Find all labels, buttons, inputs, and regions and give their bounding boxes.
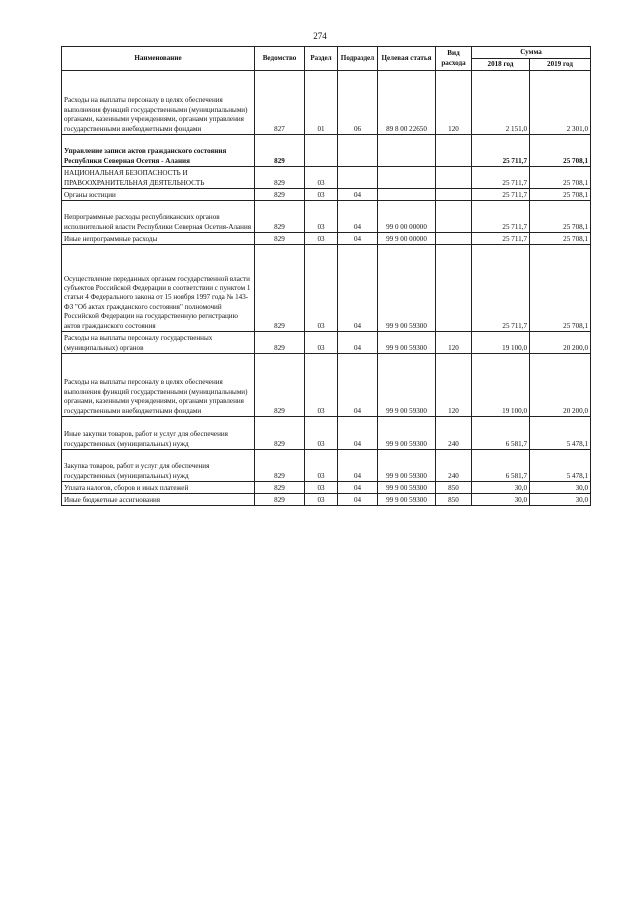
row-name: Органы юстиции [62,189,255,201]
row-ved: 829 [255,494,305,506]
row-2018: 25 711,7 [472,233,530,245]
row-razdel: 03 [305,189,338,201]
row-razdel: 03 [305,494,338,506]
header-year-2018: 2018 год [472,59,530,71]
row-target: 99 0 00 00000 [378,201,436,233]
row-razdel: 03 [305,332,338,354]
header-podrazdel: Подраздел [338,47,378,71]
row-2019: 20 200,0 [530,354,591,417]
page-number: 274 [313,31,327,41]
table-row [62,354,591,417]
row-razdel: 03 [305,354,338,417]
row-vid: 120 [436,71,472,135]
row-vid [436,233,472,245]
row-razdel: 03 [305,417,338,450]
row-2019: 30,0 [530,494,591,506]
row-2019: 25 708,1 [530,233,591,245]
row-2019: 25 708,1 [530,189,591,201]
row-ved: 829 [255,189,305,201]
row-2018: 25 711,7 [472,167,530,189]
row-ved: 829 [255,450,305,482]
table-row [62,233,591,245]
budget-table [61,46,591,506]
header-name: Наименование [62,47,255,71]
row-2018: 6 581,7 [472,417,530,450]
table-row [62,71,591,135]
row-2019: 20 200,0 [530,332,591,354]
row-vid [436,167,472,189]
row-podrazdel: 04 [338,354,378,417]
row-target: 99 9 00 00000 [378,233,436,245]
row-target: 99 9 00 59300 [378,494,436,506]
row-2018: 25 711,7 [472,189,530,201]
row-podrazdel: 04 [338,417,378,450]
row-podrazdel [338,167,378,189]
header-target: Целевая статья [378,47,436,71]
row-name: Уплата налогов, сборов и иных платежей [62,482,255,494]
row-vid: 240 [436,450,472,482]
row-2018: 25 711,7 [472,135,530,167]
row-2018: 19 100,0 [472,332,530,354]
row-name: Управление записи актов гражданского состояния Республики Северная Осетия - Алания [62,135,255,167]
row-2018: 2 151,0 [472,71,530,135]
table-row [62,494,591,506]
row-podrazdel: 04 [338,450,378,482]
row-name: Расходы на выплаты персоналу в целях обеспечения выполнения функций государственными (муниципальными) органами, казенными учреждениями, органами управления государственными внебюджетными фондами [62,354,255,417]
row-2018: 25 711,7 [472,201,530,233]
row-vid: 850 [436,482,472,494]
row-2019: 25 708,1 [530,245,591,332]
table-row [62,482,591,494]
row-podrazdel [338,135,378,167]
row-ved: 829 [255,332,305,354]
row-podrazdel: 04 [338,482,378,494]
row-2019: 5 478,1 [530,450,591,482]
table-row [62,135,591,167]
row-name: Закупка товаров, работ и услуг для обеспечения государственных (муниципальных) нужд [62,450,255,482]
row-name: НАЦИОНАЛЬНАЯ БЕЗОПАСНОСТЬ И ПРАВООХРАНИТЕЛЬНАЯ ДЕЯТЕЛЬНОСТЬ [62,167,255,189]
row-name: Иные непрограммные расходы [62,233,255,245]
table-row [62,417,591,450]
row-target: 99 9 00 59300 [378,354,436,417]
row-podrazdel: 04 [338,245,378,332]
row-2018: 30,0 [472,482,530,494]
row-vid: 850 [436,494,472,506]
row-ved: 829 [255,417,305,450]
table-row [62,332,591,354]
row-razdel: 03 [305,450,338,482]
row-2018: 25 711,7 [472,245,530,332]
row-vid [436,245,472,332]
row-target: 89 8 00 22650 [378,71,436,135]
row-name: Непрограммные расходы республиканских органов исполнительной власти Республики Северная Осетия-Алания [62,201,255,233]
row-ved: 827 [255,71,305,135]
row-2019: 5 478,1 [530,417,591,450]
row-podrazdel: 04 [338,494,378,506]
row-ved: 829 [255,233,305,245]
row-target [378,135,436,167]
row-target: 99 9 00 59300 [378,245,436,332]
row-target [378,189,436,201]
row-2018: 19 100,0 [472,354,530,417]
row-vid: 120 [436,332,472,354]
row-target [378,167,436,189]
row-2019: 25 708,1 [530,135,591,167]
row-razdel: 01 [305,71,338,135]
row-podrazdel: 04 [338,189,378,201]
row-vid [436,201,472,233]
row-2019: 25 708,1 [530,201,591,233]
row-razdel: 03 [305,167,338,189]
table-row [62,167,591,189]
row-ved: 829 [255,245,305,332]
row-name: Осуществление переданных органам государственной власти субъектов Российской Федерации в соответствии с пунктом 1 статьи 4 Федерального закона от 15 ноября 1997 года № 143-ФЗ "Об актах гражданского состояния" полномочий Российской Федерации на государственную регистрацию актов гражданского состояния [62,245,255,332]
row-target: 99 9 00 59300 [378,450,436,482]
row-vid: 120 [436,354,472,417]
row-target: 99 9 00 59300 [378,482,436,494]
row-name: Иные закупки товаров, работ и услуг для обеспечения государственных (муниципальных) нужд [62,417,255,450]
row-vid: 240 [436,417,472,450]
header-summa: Сумма [472,47,591,59]
row-podrazdel: 04 [338,332,378,354]
header-year-2019: 2019 год [530,59,591,71]
row-2019: 25 708,1 [530,167,591,189]
row-ved: 829 [255,135,305,167]
row-ved: 829 [255,167,305,189]
row-podrazdel: 06 [338,71,378,135]
header-razdel: Раздел [305,47,338,71]
row-target: 99 9 00 59300 [378,417,436,450]
row-2018: 30,0 [472,494,530,506]
row-razdel: 03 [305,233,338,245]
row-ved: 829 [255,482,305,494]
row-razdel: 03 [305,245,338,332]
row-razdel: 03 [305,201,338,233]
row-2018: 6 581,7 [472,450,530,482]
row-name: Расходы на выплаты персоналу в целях обеспечения выполнения функций государственными (муниципальными) органами, казенными учреждениями, органами управления государственными внебюджетными фондами [62,71,255,135]
header-vedomstvo: Ведомство [255,47,305,71]
row-vid [436,189,472,201]
table-row [62,450,591,482]
table-row [62,189,591,201]
row-ved: 829 [255,201,305,233]
row-2019: 30,0 [530,482,591,494]
row-ved: 829 [255,354,305,417]
row-razdel [305,135,338,167]
row-vid [436,135,472,167]
table-row [62,201,591,233]
row-name: Расходы на выплаты персоналу государственных (муниципальных) органов [62,332,255,354]
row-target: 99 9 00 59300 [378,332,436,354]
row-razdel: 03 [305,482,338,494]
row-2019: 2 301,0 [530,71,591,135]
row-podrazdel: 04 [338,201,378,233]
table-row [62,245,591,332]
header-vid: Вид расхода [436,47,472,71]
row-name: Иные бюджетные ассигнования [62,494,255,506]
row-podrazdel: 04 [338,233,378,245]
